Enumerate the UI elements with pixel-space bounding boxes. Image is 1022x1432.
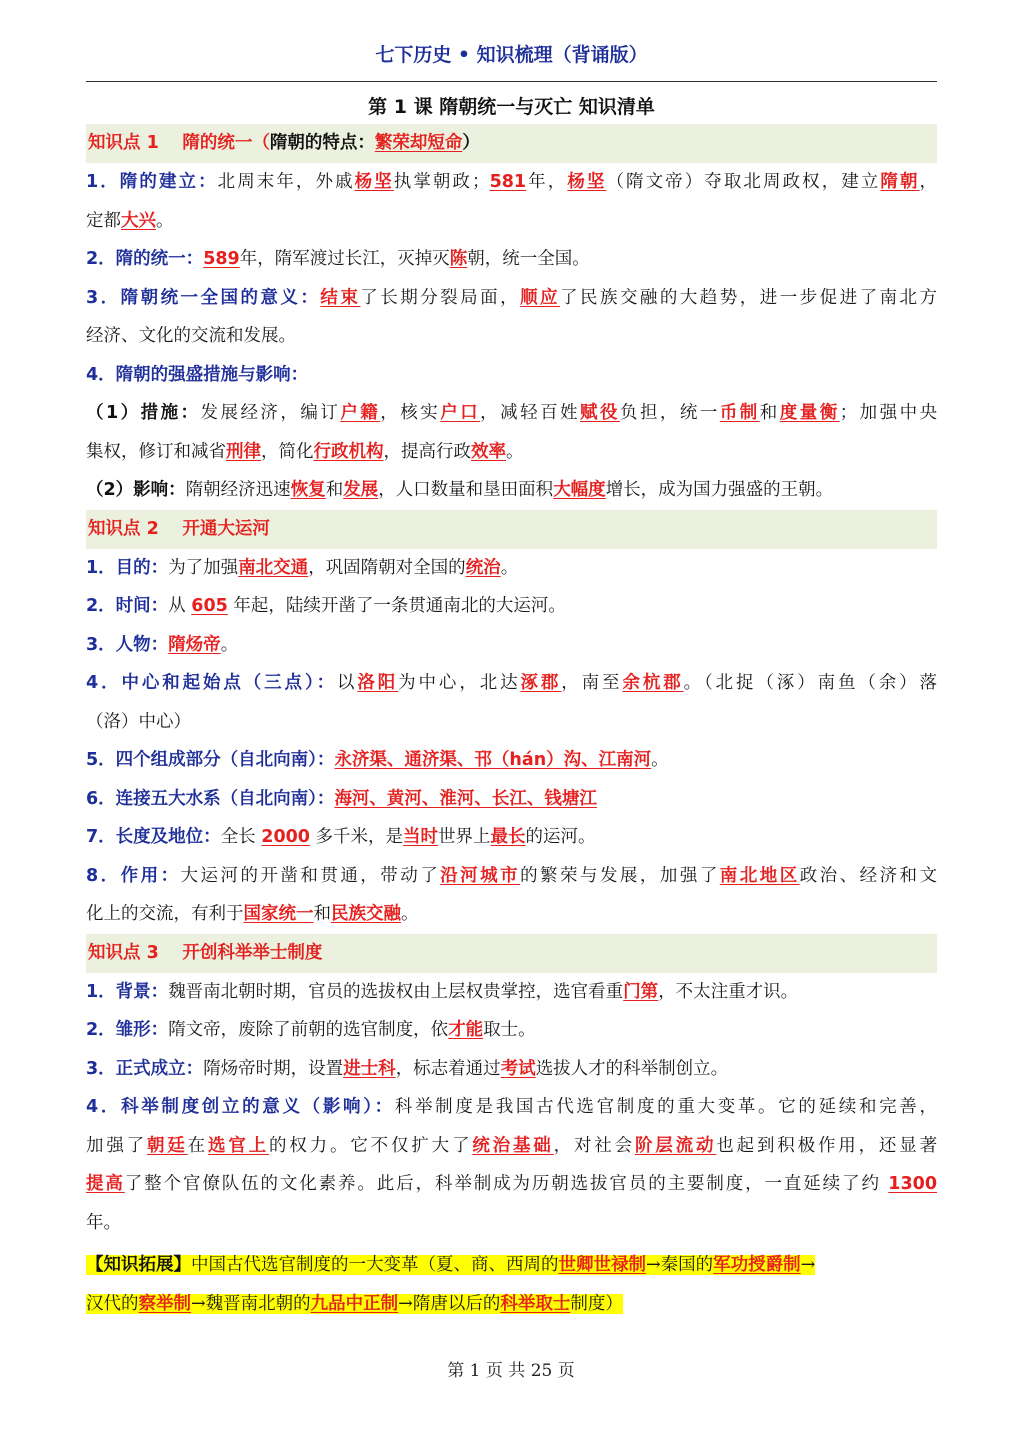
kp3-item-1: 1．背景：魏晋南北朝时期，官员的选拔权由上层权贵掌控，选官看重门第，不太注重才识。 bbox=[86, 981, 799, 1002]
extension-line-2: 汉代的察举制→魏晋南北朝的九品中正制→隋唐以后的科举取士制度） bbox=[86, 1293, 623, 1314]
kp3-item-4-line-4: 年。 bbox=[86, 1212, 121, 1233]
section-heading-kp1: 知识点 1 隋的统一（隋朝的特点：繁荣却短命） bbox=[86, 124, 937, 163]
kp3-item-4-line-3: 提高了整个官僚队伍的文化素养。此后，科举制成为历朝选拔官员的主要制度，一直延续了约 1300 bbox=[86, 1174, 937, 1194]
kp2-item-3: 3．人物：隋炀帝。 bbox=[86, 634, 239, 655]
kp2-item-8-line-2: 化上的交流，有利于国家统一和民族交融。 bbox=[86, 904, 419, 924]
kp3-item-3: 3．正式成立：隋炀帝时期，设置进士科，标志着通过考试选拔人才的科举制创立。 bbox=[86, 1058, 729, 1079]
kp2-item-4-line-1: 4．中心和起始点（三点）：以洛阳为中心，北达涿郡，南至余杭郡。（北捉（涿）南鱼（余）落 bbox=[86, 673, 937, 693]
kp2-item-8-line-1: 8．作用：大运河的开凿和贯通，带动了沿河城市的繁荣与发展，加强了南北地区政治、经济和文 bbox=[86, 865, 937, 886]
kp1-item-4: 4．隋朝的强盛措施与影响： bbox=[86, 364, 309, 385]
kp1-item-4a-line-1: （1）措施：发展经济，编订户籍，核实户口，减轻百姓赋役负担，统一币制和度量衡；加强中央 bbox=[86, 403, 937, 423]
section-heading-kp3: 知识点 3 开创科举举士制度 bbox=[86, 934, 937, 973]
kp2-item-2: 2．时间：从 605 年起，陆续开凿了一条贯通南北的大运河。 bbox=[86, 596, 566, 616]
kp2-item-7: 7．长度及地位：全长 2000 多千米，是当时世界上最长的运河。 bbox=[86, 827, 596, 847]
kp3-item-4-line-1: 4．科举制度创立的意义（影响）：科举制度是我国古代选官制度的重大变革。它的延续和完善， bbox=[86, 1097, 937, 1117]
page-footer: 第 1 页 共 25 页 bbox=[447, 1361, 575, 1381]
kp1-item-1-line-1: 1．隋的建立：北周末年，外戚杨坚执掌朝政；581年，杨坚（隋文帝）夺取北周政权，建立隋朝， bbox=[86, 172, 937, 192]
kp1-item-2: 2．隋的统一：589年，隋军渡过长江，灭掉灭陈朝，统一全国。 bbox=[86, 249, 590, 269]
header-rule bbox=[86, 81, 937, 82]
kp2-item-5: 5．四个组成部分（自北向南）：永济渠、通济渠、邗（hán）沟、江南河。 bbox=[86, 750, 669, 770]
section-heading-kp2: 知识点 2 开通大运河 bbox=[86, 510, 937, 549]
kp2-item-1: 1．目的：为了加强南北交通，巩固隋朝对全国的统治。 bbox=[86, 557, 519, 578]
kp3-item-2: 2．雏形：隋文帝，废除了前朝的选官制度，依才能取士。 bbox=[86, 1020, 536, 1040]
kp1-item-3-line-1: 3．隋朝统一全国的意义：结束了长期分裂局面，顺应了民族交融的大趋势，进一步促进了南北方 bbox=[86, 287, 937, 308]
kp1-item-3-line-2: 经济、文化的交流和发展。 bbox=[86, 326, 296, 346]
lesson-title: 第 1 课 隋朝统一与灭亡 知识清单 bbox=[368, 96, 655, 118]
page-header: 七下历史 • 知识梳理（背诵版） bbox=[375, 44, 648, 66]
kp2-item-4-line-2: （洛）中心） bbox=[86, 711, 191, 732]
extension-line-1: 【知识拓展】中国古代选官制度的一大变革（夏、商、西周的世卿世禄制→秦国的军功授爵制→ bbox=[86, 1255, 816, 1275]
kp1-item-1-line-2: 定都大兴。 bbox=[86, 210, 174, 231]
kp1-item-4b: （2）影响：隋朝经济迅速恢复和发展，人口数量和垦田面积大幅度增长，成为国力强盛的王朝。 bbox=[86, 480, 834, 500]
document-body bbox=[86, 124, 937, 1323]
kp2-item-6: 6．连接五大水系（自北向南）：海河、黄河、淮河、长江、钱塘江 bbox=[86, 788, 597, 809]
kp1-item-4a-line-2: 集权，修订和减省刑律，简化行政机构，提高行政效率。 bbox=[86, 441, 524, 462]
kp3-item-4-line-2: 加强了朝廷在选官上的权力。它不仅扩大了统治基础，对社会阶层流动也起到积极作用，还显著 bbox=[86, 1135, 937, 1156]
